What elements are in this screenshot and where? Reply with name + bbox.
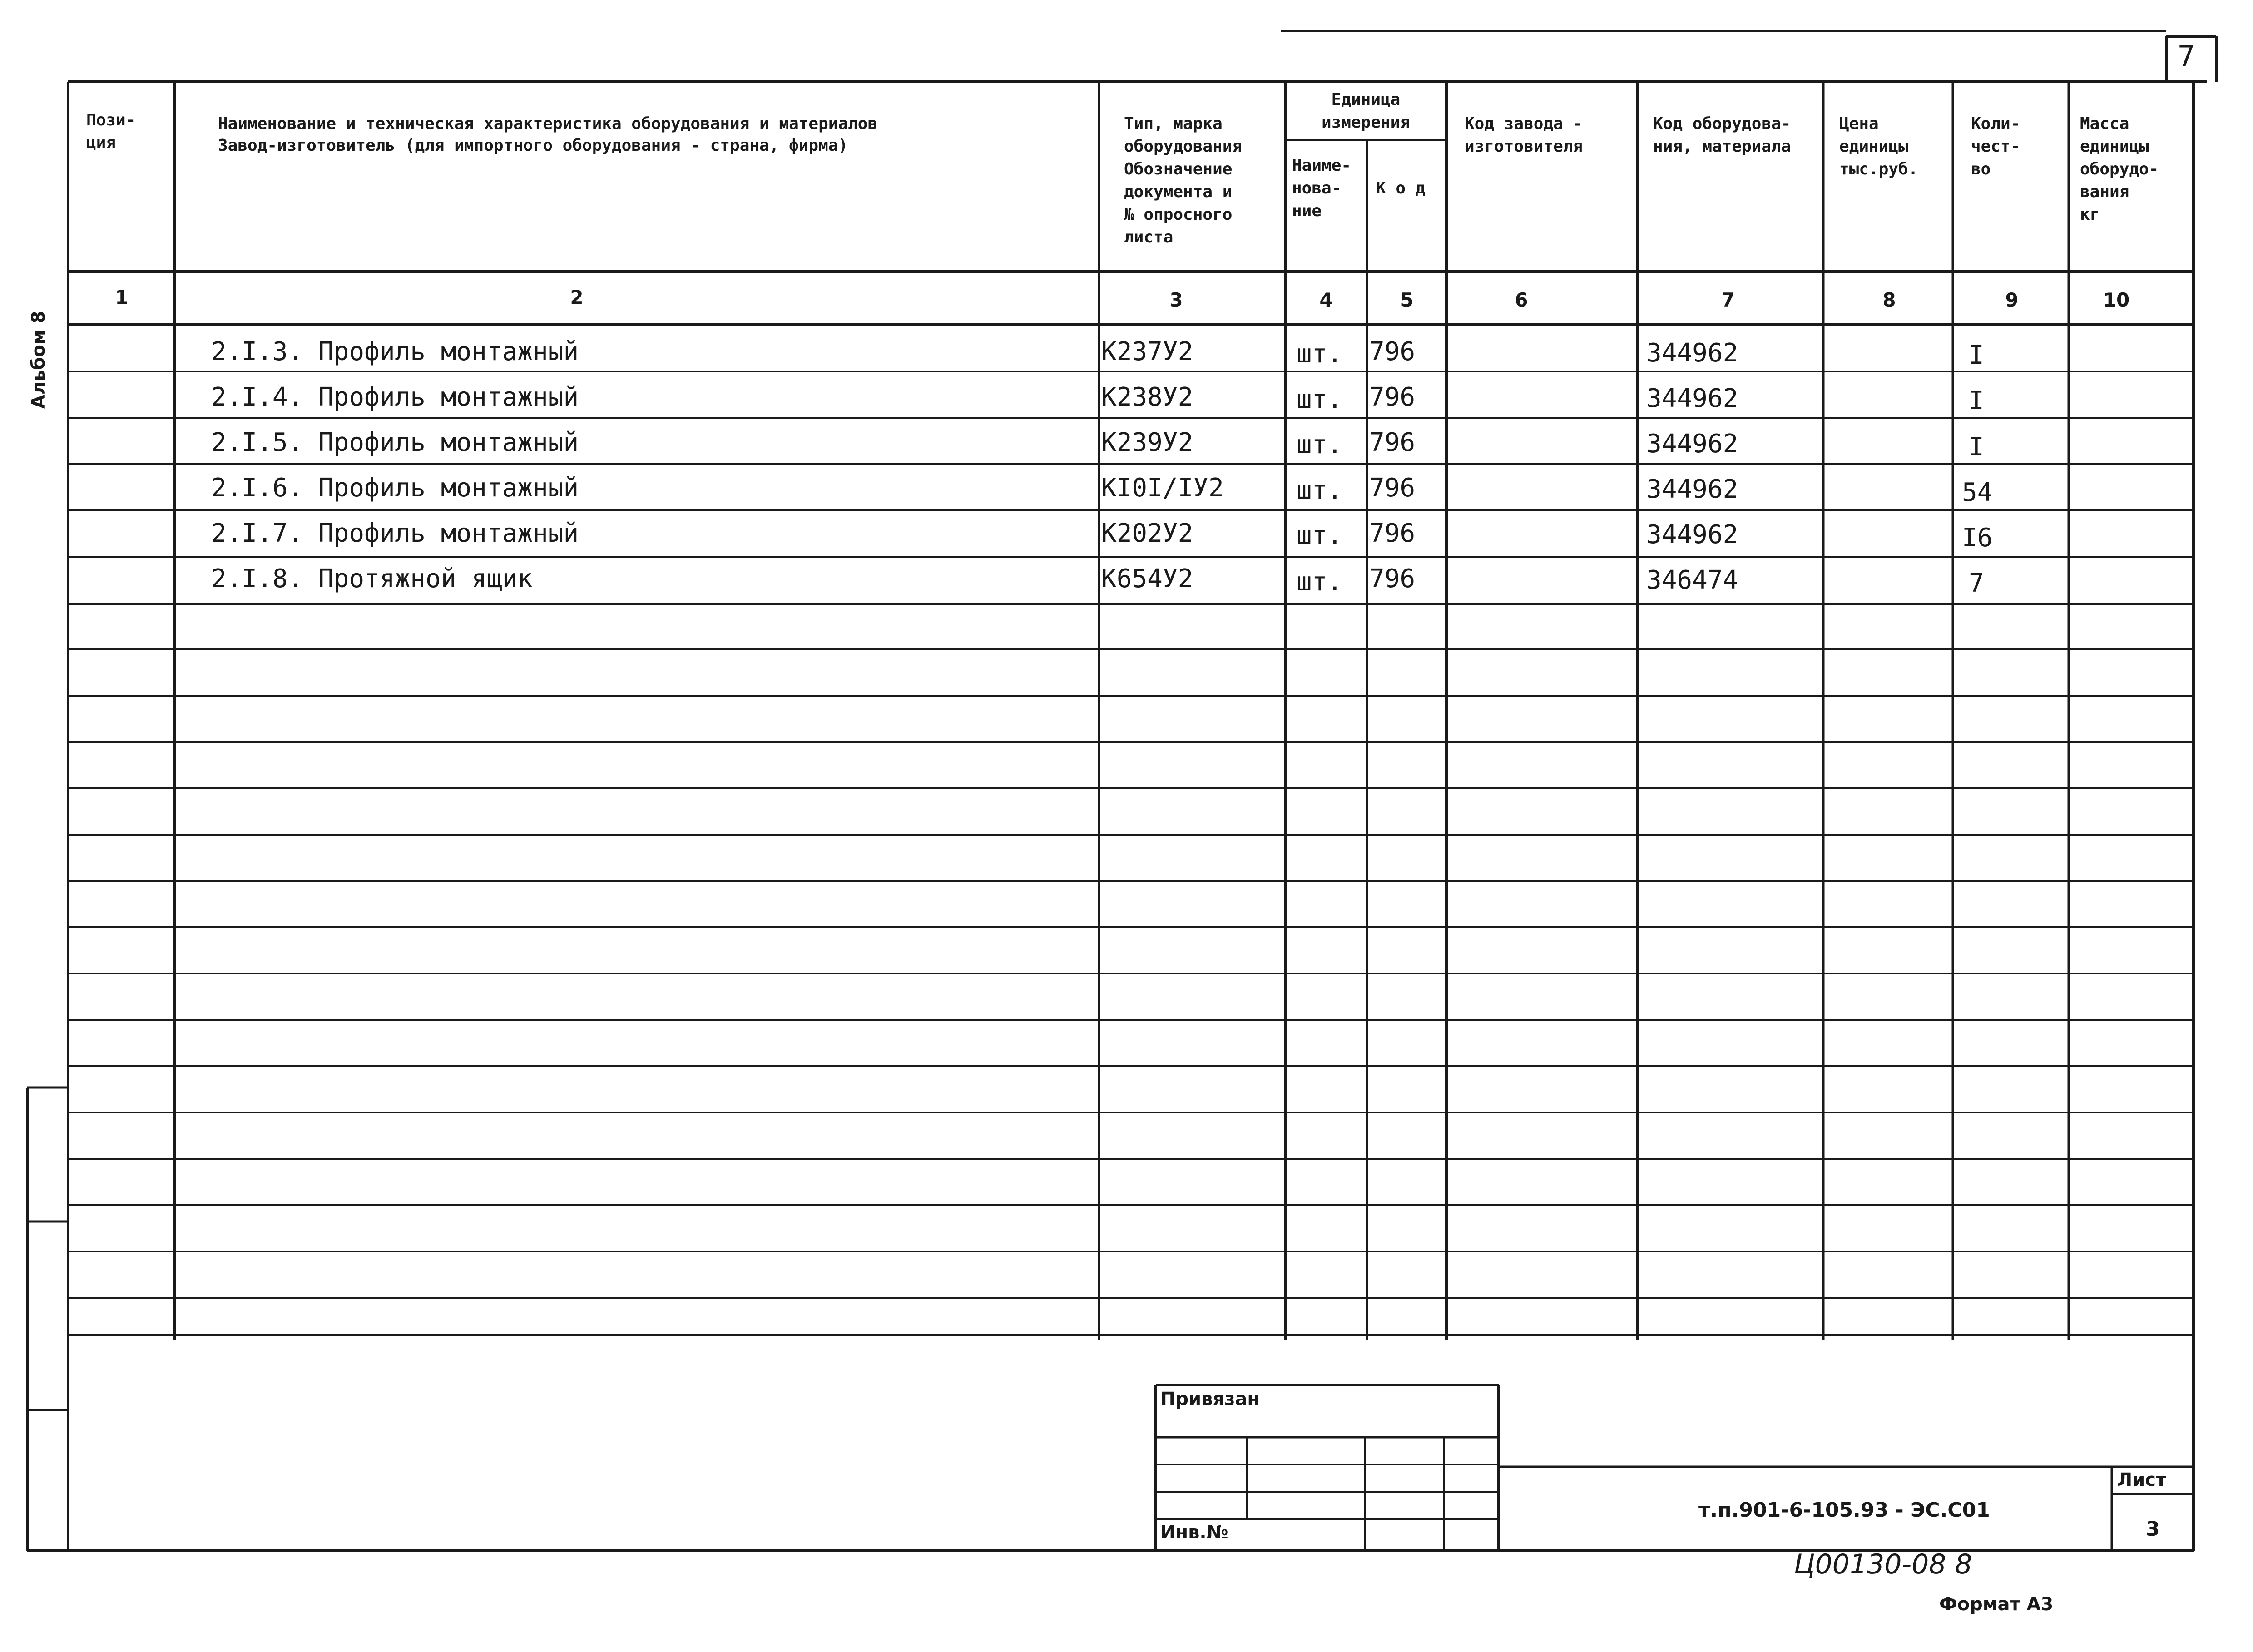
item-equipment-code: 344962 xyxy=(1646,475,1738,504)
column-number: 3 xyxy=(1169,289,1183,311)
column-number: 1 xyxy=(115,286,129,308)
sheet-number: 3 xyxy=(2146,1518,2160,1541)
item-unit: шт. xyxy=(1297,475,1343,505)
column-number: 6 xyxy=(1515,289,1528,311)
item-equipment-code: 346474 xyxy=(1646,565,1738,595)
header-unit-mass: Масса единицы оборудо- вания кг xyxy=(2080,114,2159,224)
column-number: 4 xyxy=(1319,289,1333,311)
header-plant-code: Код завода - изготовителя xyxy=(1465,114,1583,156)
item-unit-code: 796 xyxy=(1369,382,1416,412)
column-number: 10 xyxy=(2103,289,2130,311)
column-number: 2 xyxy=(570,286,584,308)
item-unit: шт. xyxy=(1297,385,1343,414)
applied-label: Привязан xyxy=(1160,1389,1260,1410)
item-quantity: I xyxy=(1969,386,1984,415)
item-type: К202У2 xyxy=(1101,519,1193,548)
sheet-corner-number: 7 xyxy=(2178,40,2195,74)
item-name: 2.I.5. Профиль монтажный xyxy=(211,428,579,457)
item-quantity: 54 xyxy=(1962,478,1993,507)
handwritten-archive-code: Ц00130-08 8 xyxy=(1794,1548,1972,1580)
column-number: 9 xyxy=(2005,289,2019,311)
item-unit-code: 796 xyxy=(1369,337,1416,366)
item-equipment-code: 344962 xyxy=(1646,384,1738,413)
column-number: 7 xyxy=(1721,289,1735,311)
item-name: 2.I.6. Профиль монтажный xyxy=(211,473,579,503)
header-quantity: Коли- чест- во xyxy=(1971,114,2020,178)
inventory-number-label: Инв.№ xyxy=(1160,1522,1228,1543)
item-unit-code: 796 xyxy=(1369,428,1416,457)
header-unit-price: Цена единицы тыс.руб. xyxy=(1839,114,1918,178)
item-quantity: I xyxy=(1969,341,1984,370)
header-type: Тип, марка оборудования Обозначение документа и № опросного листа xyxy=(1124,114,1243,247)
item-type: К238У2 xyxy=(1101,382,1193,412)
column-number: 8 xyxy=(1882,289,1896,311)
column-number: 5 xyxy=(1400,289,1414,311)
item-type: К654У2 xyxy=(1101,564,1193,594)
header-name-line2: Завод-изготовитель (для импортного оборудования - страна, фирма) xyxy=(218,136,848,155)
item-type: КI0I/IУ2 xyxy=(1101,473,1224,503)
item-name: 2.I.7. Профиль монтажный xyxy=(211,519,579,548)
header-equipment-code: Код оборудова- ния, материала xyxy=(1653,114,1791,156)
document-designation: т.п.901-6-105.93 - ЭС.С01 xyxy=(1698,1499,1990,1522)
item-unit: шт. xyxy=(1297,567,1343,597)
item-unit-code: 796 xyxy=(1369,564,1416,594)
item-quantity: I6 xyxy=(1962,523,1993,553)
album-label: Альбом 8 xyxy=(28,311,49,409)
header-unit-code: К о д xyxy=(1376,179,1426,198)
item-equipment-code: 344962 xyxy=(1646,520,1738,549)
item-name: 2.I.3. Профиль монтажный xyxy=(211,337,579,366)
header-name-line1: Наименование и техническая характеристика оборудования и материалов xyxy=(218,114,878,133)
item-equipment-code: 344962 xyxy=(1646,338,1738,368)
item-unit-code: 796 xyxy=(1369,519,1416,548)
item-quantity: 7 xyxy=(1969,569,1984,598)
item-unit: шт. xyxy=(1297,339,1343,369)
item-type: К239У2 xyxy=(1101,428,1193,457)
header-position: Пози- ция xyxy=(86,111,136,152)
item-unit: шт. xyxy=(1297,430,1343,460)
item-unit: шт. xyxy=(1297,521,1343,550)
header-unit-group: Единица измерения xyxy=(1321,90,1411,132)
item-name: 2.I.4. Профиль монтажный xyxy=(211,382,579,412)
format-label: Формат А3 xyxy=(1939,1594,2054,1615)
header-unit-name: Наиме- нова- ние xyxy=(1292,156,1352,220)
item-equipment-code: 344962 xyxy=(1646,429,1738,459)
item-type: К237У2 xyxy=(1101,337,1193,366)
item-unit-code: 796 xyxy=(1369,473,1416,503)
item-name: 2.I.8. Протяжной ящик xyxy=(211,564,533,594)
sheet-label: Лист xyxy=(2117,1469,2167,1490)
item-quantity: I xyxy=(1969,432,1984,462)
